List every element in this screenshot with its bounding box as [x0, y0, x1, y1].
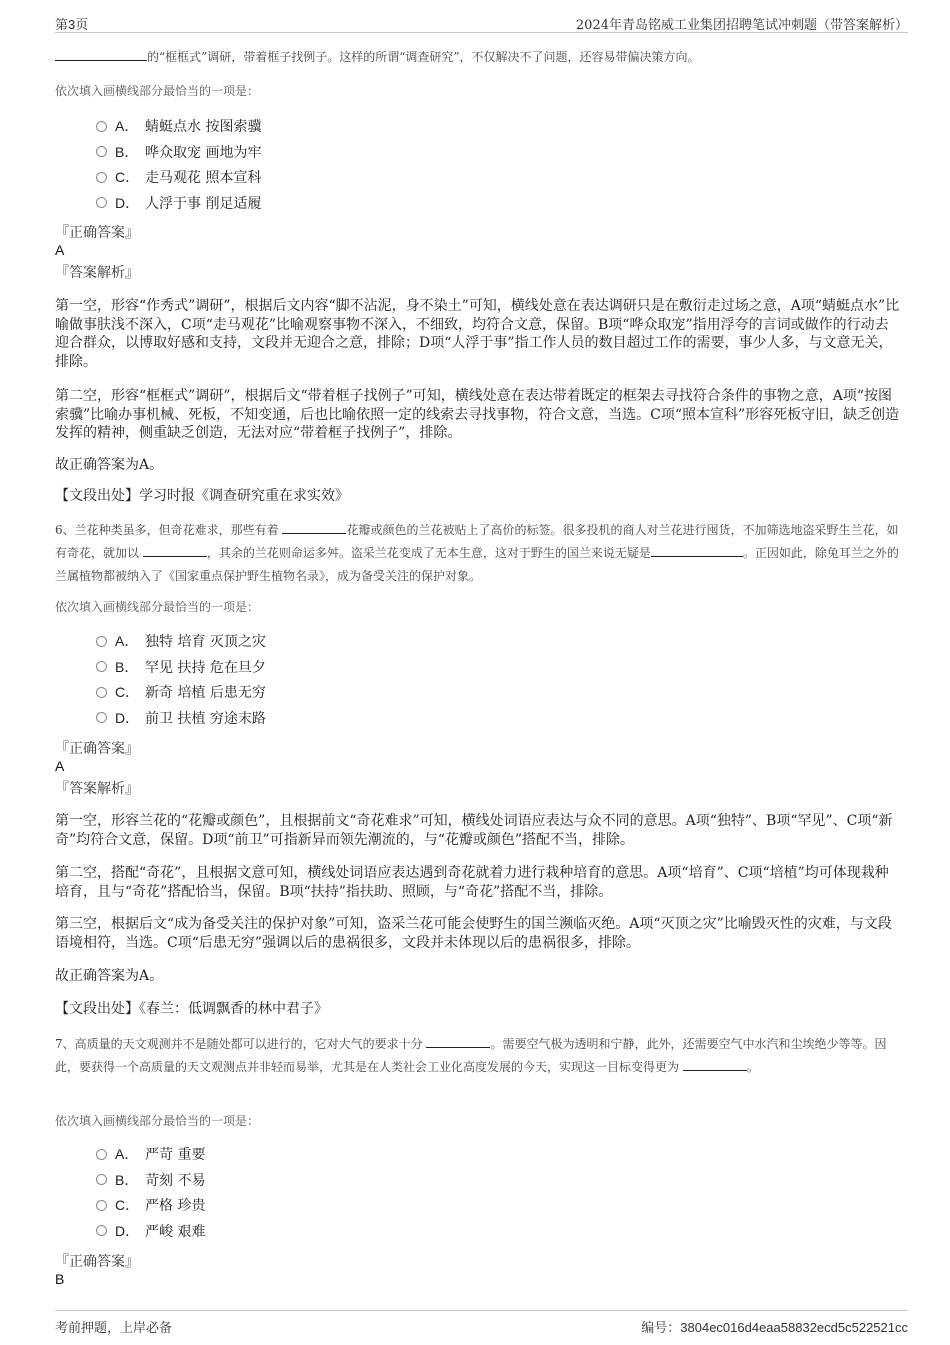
radio-icon[interactable]: [96, 1200, 107, 1211]
radio-icon[interactable]: [96, 712, 107, 723]
blank-line: [651, 556, 743, 557]
page-header: [55, 8, 908, 33]
option-b[interactable]: B． 罕见 扶持 危在旦夕: [96, 655, 266, 681]
q6-options: [96, 629, 266, 731]
page-number: 第3页: [55, 17, 89, 32]
radio-icon[interactable]: [96, 1174, 107, 1185]
analysis-label: 『答案解析』: [55, 265, 139, 281]
blank-line: [143, 556, 207, 557]
q5-prompt: 依次填入画横线部分最恰当的一项是：: [55, 84, 260, 98]
analysis-paragraph: 第一空，形容兰花的“花瓣或颜色”，且根据前文“奇花难求”可知，横线处词语应表达与众不同的意思。A项“独特”、B项“罕见”、C项“新奇”均符合文意，保留。D项“前卫”可指新异而领先潮流的，与“花瓣或颜色”搭配不当，排除。: [55, 813, 893, 848]
option-d[interactable]: D． 人浮于事 削足适履: [96, 191, 261, 217]
radio-icon[interactable]: [96, 636, 107, 647]
analysis-paragraph: 第二空，搭配“奇花”，且根据文意可知，横线处词语应表达遇到奇花就着力进行栽种培育的意思。A项“培育”、C项“培植”均可体现栽种培育，且与“奇花”搭配恰当，保留。B项“扶持”指扶助、照顾，与“奇花”搭配不当，排除。: [55, 865, 889, 900]
option-a[interactable]: A． 严苛 重要: [96, 1142, 205, 1168]
q7-options: [96, 1142, 205, 1244]
page-footer: [55, 1310, 908, 1339]
option-b[interactable]: B． 哗众取宠 画地为牢: [96, 140, 261, 166]
footer-slogan: 考前押题，上岸必备: [55, 1321, 173, 1336]
analysis-paragraph: 第一空，形容“作秀式”调研”，根据后文内容“脚不沾泥，身不染土”可知，横线处意在表达调研只是在敷衍走过场之意，A项“蜻蜓点水”比喻做事肤浅不深入，C项“走马观花”比喻观察事物不深入，不细致，均符合文意，保留。B项“哗众取宠”指用浮夸的言词或做作的行动去迎合群众，以博取好感和支持，文段并无迎合之意，排除；D项“人浮于事”指工作人员的数目超过工作的需要，事少人多，与文意无关，排除。: [55, 298, 900, 370]
blank-line: [282, 533, 346, 534]
option-a[interactable]: A． 独特 培育 灭顶之灾: [96, 629, 266, 655]
option-a[interactable]: A． 蜻蜓点水 按图索骥: [96, 114, 261, 140]
analysis-conclusion: 故正确答案为A。: [55, 968, 164, 984]
document-serial: 编号：3804ec016d4eaa58832ecd5c522521cc: [641, 1320, 908, 1335]
analysis-label: 『答案解析』: [55, 781, 139, 797]
blank-line: [55, 60, 147, 61]
answer-label: 『正确答案』: [55, 741, 139, 757]
analysis-conclusion: 故正确答案为A。: [55, 457, 164, 473]
analysis-paragraph: 第三空，根据后文“成为备受关注的保护对象”可知，盗采兰花可能会使野生的国兰濒临灭绝。A项“灭顶之灾”比喻毁灭性的灾难，与文段语境相符，当选。C项“后患无穷”强调以后的患祸很多，文段并未体现以后的患祸很多，排除。: [55, 916, 892, 951]
option-d[interactable]: D． 前卫 扶植 穷途末路: [96, 706, 266, 732]
option-c[interactable]: C． 新奇 培植 后患无穷: [96, 680, 266, 706]
answer-label: 『正确答案』: [55, 1254, 139, 1270]
blank-line: [683, 1070, 747, 1071]
option-b[interactable]: B． 苛刻 不易: [96, 1168, 205, 1194]
radio-icon[interactable]: [96, 146, 107, 157]
analysis-paragraph: 第二空，形容“框框式”调研”，根据后文“带着框子找例子”可知，横线处意在表达带着既定的框架去寻找符合条件的事物之意，A项“按图索骥”比喻办事机械、死板，不知变通，后也比喻依照一定的线索去寻找事物，符合文意，当选。C项“照本宣科”形容死板守旧，缺乏创造发挥的精神，侧重缺乏创造，无法对应“带着框子找例子”，排除。: [55, 388, 900, 441]
radio-icon[interactable]: [96, 1149, 107, 1160]
q6-question: 6、兰花种类虽多，但奇花难求，那些有着 花瓣或颜色的兰花被贴上了高价的标签。很多投机的商人对兰花进行囤货，不加筛选地盗采野生兰花，如有奇花，就加以 ，其余的兰花则命运多舛。盗采兰花变成了无本生意，这对于野生的国兰来说无疑是 。正因如此，除兔耳兰之外的兰属植物都被纳入了《国家重点保护野生植物名录》，成为备受关注的保护对象。: [55, 523, 899, 583]
option-c[interactable]: C． 严格 珍贵: [96, 1193, 205, 1219]
blank-line: [426, 1047, 490, 1048]
q5-options: [96, 114, 261, 216]
source-citation: 【文段出处】学习时报《调查研究重在求实效》: [55, 488, 349, 504]
radio-icon[interactable]: [96, 1225, 107, 1236]
radio-icon[interactable]: [96, 661, 107, 672]
answer-value: A: [55, 758, 65, 774]
answer-value: A: [55, 242, 65, 258]
answer-value: B: [55, 1271, 65, 1287]
option-d[interactable]: D． 严峻 艰难: [96, 1219, 205, 1245]
radio-icon[interactable]: [96, 121, 107, 132]
option-c[interactable]: C． 走马观花 照本宣科: [96, 165, 261, 191]
document-title: 2024年青岛铭威工业集团招聘笔试冲刺题（带答案解析）: [575, 18, 908, 33]
q5-tail: 的“框框式”调研，带着框子找例子。这样的所谓“调查研究”，不仅解决不了问题，还容易带偏决策方向。: [55, 46, 900, 69]
q7-prompt: 依次填入画横线部分最恰当的一项是：: [55, 1114, 260, 1128]
radio-icon[interactable]: [96, 687, 107, 698]
answer-label: 『正确答案』: [55, 225, 139, 241]
source-citation: 【文段出处】《春兰：低调飘香的林中君子》: [55, 1001, 328, 1017]
radio-icon[interactable]: [96, 197, 107, 208]
radio-icon[interactable]: [96, 172, 107, 183]
q7-question: 7、高质量的天文观测并不是随处都可以进行的，它对大气的要求十分 。需要空气极为透明和宁静，此外，还需要空气中水汽和尘埃绝少等等。因此，要获得一个高质量的天文观测点并非轻而易举，尤其是在人类社会工业化高度发展的今天，实现这一目标变得更为 。: [55, 1037, 887, 1074]
q6-prompt: 依次填入画横线部分最恰当的一项是：: [55, 600, 260, 614]
